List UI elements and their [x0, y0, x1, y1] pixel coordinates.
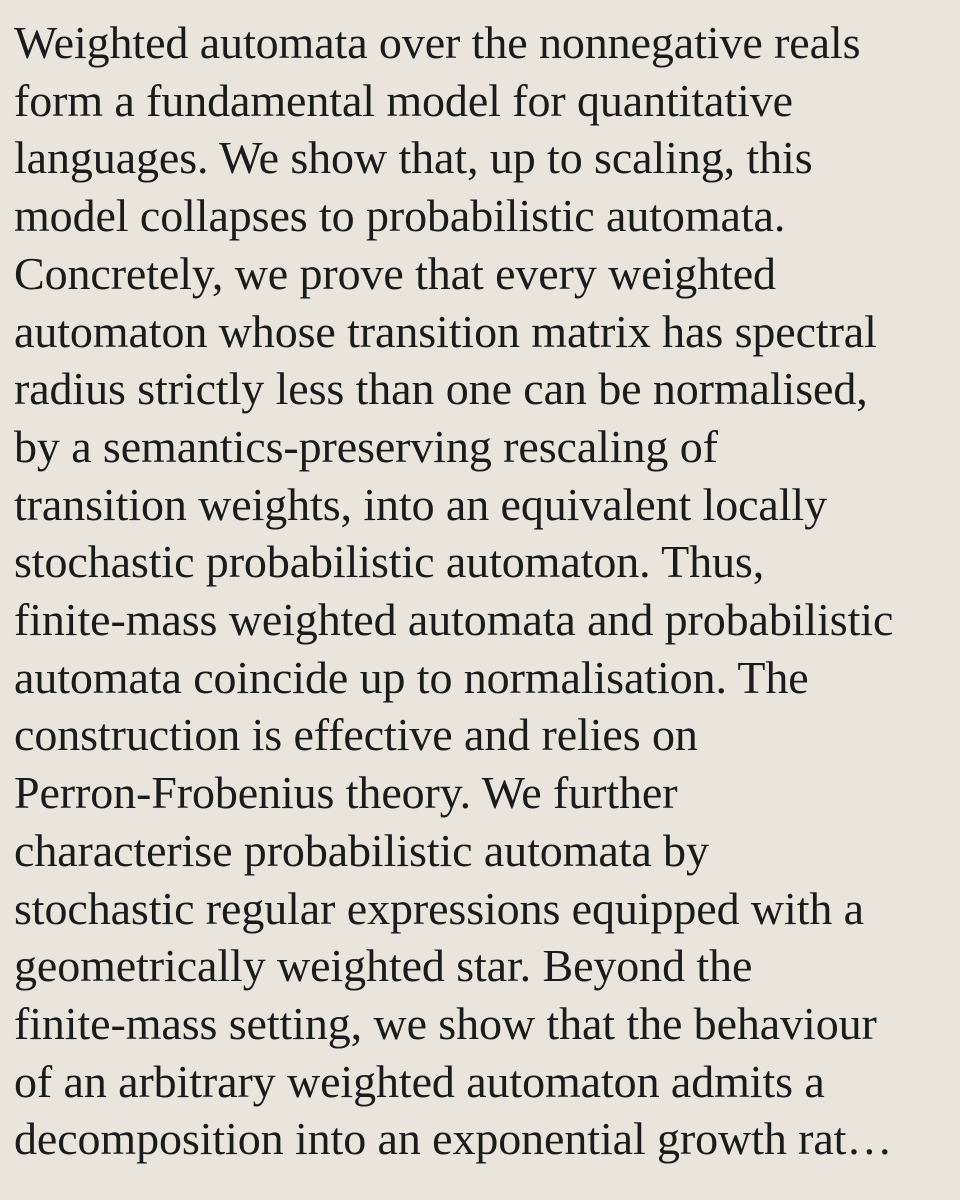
abstract-line: stochastic probabilistic automaton. Thus,: [14, 536, 765, 588]
abstract-line: construction is effective and relies on: [14, 709, 698, 761]
abstract-line: automata coincide up to normalisation. The: [14, 651, 809, 703]
abstract-line: characterise probabilistic automata by: [14, 824, 709, 876]
abstract-text: [14, 14, 960, 1168]
abstract-line: finite-mass setting, we show that the behaviour: [14, 997, 877, 1049]
abstract-line: geometrically weighted star. Beyond the: [14, 940, 753, 992]
abstract-line: of an arbitrary weighted automaton admits a: [14, 1055, 825, 1107]
abstract-line: automaton whose transition matrix has spectral: [14, 305, 877, 357]
abstract-line: Perron-Frobenius theory. We further: [14, 767, 678, 819]
abstract-line: form a fundamental model for quantitative: [14, 74, 793, 126]
abstract-line: finite-mass weighted automata and probabilistic: [14, 594, 894, 646]
abstract-line: model collapses to probabilistic automata.: [14, 190, 786, 242]
abstract-line: decomposition into an exponential growth rat…: [14, 1113, 893, 1165]
abstract-line: transition weights, into an equivalent locally: [14, 478, 828, 530]
abstract-line: stochastic regular expressions equipped with a: [14, 882, 864, 934]
abstract-line: radius strictly less than one can be normalised,: [14, 363, 868, 415]
abstract-line: by a semantics-preserving rescaling of: [14, 420, 718, 472]
abstract-line: languages. We show that, up to scaling, this: [14, 132, 813, 184]
abstract-line: Weighted automata over the nonnegative reals: [14, 17, 861, 68]
abstract-line: Concretely, we prove that every weighted: [14, 247, 776, 299]
